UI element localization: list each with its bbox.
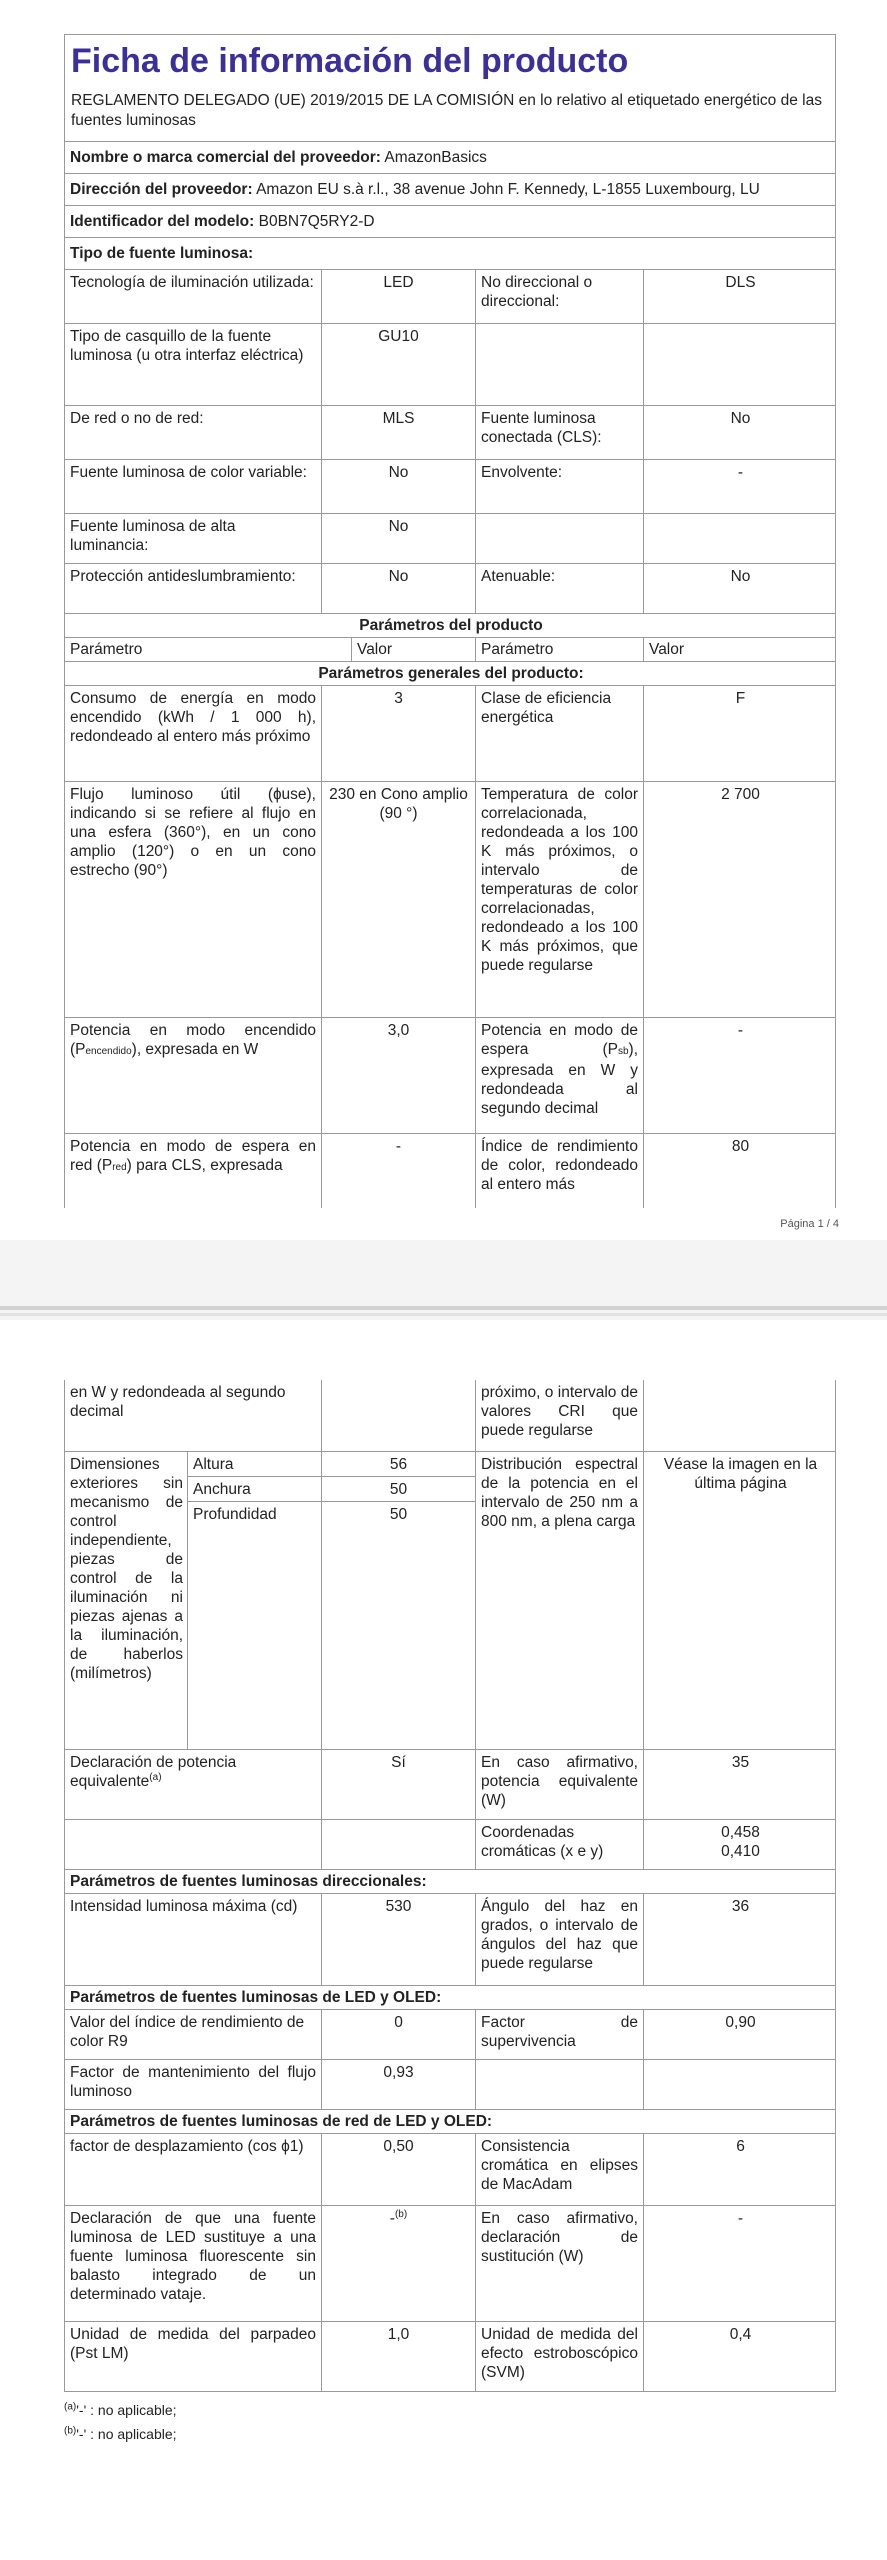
dimmable-value: No (643, 564, 837, 613)
led-mains-heading-row (64, 2110, 836, 2134)
general-parameters-heading: Parámetros generales del producto: (318, 665, 584, 682)
directional-label: No direccional o direccional: (475, 270, 643, 323)
colour-tunable-value: No (321, 460, 475, 513)
cap-type-value: GU10 (321, 324, 475, 405)
supplier-address-label: Dirección del proveedor: (70, 181, 253, 198)
efficiency-class-value: F (643, 686, 837, 781)
dimensions-row (64, 1452, 836, 1750)
equivalent-power-claim-label: Declaración de potencia equivalente$^{(a)}$ (70, 1754, 237, 1790)
luminous-flux-label: Flujo luminoso útil (ɸuse), indicando si se refiere al flujo en una esfera (360°), en un cono amplio (120°) o en un cono estrecho (90°) (70, 786, 316, 879)
high-luminance-label: Fuente luminosa de alta luminancia: (70, 518, 236, 554)
directional-heading-row (64, 1870, 836, 1894)
networked-standby-label-continued: en W y redondeada al segundo decimal (70, 1384, 286, 1420)
technology-label: Tecnología de iluminación utilizada: (70, 274, 314, 291)
maintenance-factor-value: 0,93 (321, 2060, 475, 2109)
colour-tunable-label: Fuente luminosa de color variable: (70, 464, 307, 481)
replacement-claim-label: Declaración de que una fuente luminosa de LED sustituye a una fuente luminosa fluorescente sin balasto integrado de un determinado vataje. (70, 2210, 316, 2303)
col-parameter-2: Parámetro (475, 638, 643, 661)
chromaticity-row (64, 1820, 836, 1870)
networked-standby-continued-row (64, 1380, 836, 1452)
led-mains-params-heading: Parámetros de fuentes luminosas de red de LED y OLED: (70, 2113, 493, 2130)
r9-label: Valor del índice de rendimiento de color R9 (70, 2014, 305, 2050)
anti-glare-value: No (321, 564, 475, 613)
light-source-type-heading: Tipo de fuente luminosa: (70, 245, 254, 262)
efficiency-class-label: Clase de eficiencia energética (475, 686, 643, 781)
maintenance-row (64, 2060, 836, 2110)
width-value: 50 (389, 1481, 408, 1498)
networked-standby-row (64, 1134, 836, 1208)
equivalent-power-row (64, 1750, 836, 1820)
envelope-label: Envolvente: (475, 460, 643, 513)
page-title: Ficha de información del producto (71, 42, 629, 80)
equivalent-power-claim-value: Sí (321, 1750, 475, 1819)
cls-label: Fuente luminosa conectada (CLS): (475, 406, 643, 459)
energy-consumption-label: Consumo de energía en modo encendido (kWh / 1 000 h), redondeado al entero más próximo (70, 690, 316, 745)
networked-standby-label: Potencia en modo de espera en red (Pred) para CLS, expresada (70, 1138, 316, 1174)
col-parameter: Parámetro (70, 641, 143, 658)
header-box (64, 34, 836, 142)
depth-value: 50 (389, 1506, 408, 1523)
energy-consumption-row (64, 686, 836, 782)
cri-label-continued: próximo, o intervalo de valores CRI que puede regularse (475, 1380, 643, 1451)
height-value: 56 (389, 1456, 408, 1473)
dimmable-label: Atenuable: (475, 564, 643, 613)
on-mode-power-row (64, 1018, 836, 1134)
peak-intensity-row (64, 1894, 836, 1986)
replacement-power-label: En caso afirmativo, declaración de sustitución (W) (475, 2206, 643, 2321)
page-separator (0, 1240, 887, 1320)
cct-label: Temperatura de color correlacionada, redondeada a los 100 K más próximos, o intervalo de temperaturas de color correlacionadas, redondeado a los 100 K más próximos, que puede regularse (475, 782, 643, 1017)
supplier-address-row (64, 174, 836, 206)
product-parameters-heading: Parámetros del producto (359, 617, 543, 634)
footnote-b: $^{(b)}$'-' : no aplicable; (64, 2425, 177, 2442)
flicker-value: 1,0 (321, 2322, 475, 2391)
regulation-subtitle: REGLAMENTO DELEGADO (UE) 2019/2015 DE LA COMISIÓN en lo relativo al etiquetado energético de las fuentes luminosas (71, 92, 822, 129)
beam-angle-value: 36 (643, 1894, 837, 1985)
general-parameters-heading-row (64, 662, 836, 686)
directional-value: DLS (643, 270, 837, 323)
mains-value: MLS (321, 406, 475, 459)
technology-value: LED (321, 270, 475, 323)
column-header-row (64, 638, 836, 662)
survival-factor-value: 0,90 (643, 2010, 837, 2059)
luminous-flux-value: 230 en Cono amplio (90 °) (321, 782, 475, 1017)
chromaticity-label: Coordenadas cromáticas (x e y) (475, 1820, 643, 1869)
replacement-claim-row (64, 2206, 836, 2322)
stroboscopic-value: 0,4 (643, 2322, 837, 2391)
page-2 (0, 1320, 887, 2560)
on-mode-power-label: Potencia en modo encendido (Pencendido), expresada en W (70, 1022, 316, 1058)
energy-consumption-value: 3 (321, 686, 475, 781)
led-heading-row (64, 1986, 836, 2010)
replacement-claim-value: -$^{(b)}$ (321, 2206, 475, 2321)
standby-power-value: - (643, 1018, 837, 1133)
led-params-heading: Parámetros de fuentes luminosas de LED y OLED: (70, 1989, 442, 2006)
page-number: Página 1 / 4 (780, 1218, 839, 1230)
col-value: Valor (351, 638, 475, 661)
supplier-address-value: Amazon EU s.à r.l., 38 avenue John F. Kennedy, L-1855 Luxembourg, LU (256, 181, 760, 198)
displacement-factor-label: factor de desplazamiento (cos ϕ1) (70, 2138, 304, 2155)
chromaticity-x: 0,458 (721, 1824, 760, 1841)
cap-type-row (64, 324, 836, 406)
dimensions-label: Dimensiones exteriores sin mecanismo de control independiente, piezas de control de la iluminación ni piezas ajenas a la iluminación, de haberlos (milímetros) (70, 1456, 183, 1682)
product-parameters-heading-row (64, 614, 836, 638)
mains-row (64, 406, 836, 460)
r9-value: 0 (321, 2010, 475, 2059)
high-luminance-row (64, 514, 836, 564)
standby-power-label: Potencia en modo de espera (Psb), expresada en W y redondeada al segundo decimal (475, 1018, 643, 1133)
r9-row (64, 2010, 836, 2060)
maintenance-factor-label: Factor de mantenimiento del flujo luminoso (70, 2064, 316, 2100)
equivalent-power-label: En caso afirmativo, potencia equivalente (W) (475, 1750, 643, 1819)
depth-label: Profundidad (193, 1506, 277, 1523)
beam-angle-label: Ángulo del haz en grados, o intervalo de ángulos del haz que puede regularse (475, 1894, 643, 1985)
cri-label: Índice de rendimiento de color, redondeado al entero más (475, 1134, 643, 1208)
peak-intensity-label: Intensidad luminosa máxima (cd) (70, 1898, 298, 1915)
peak-intensity-value: 530 (321, 1894, 475, 1985)
model-identifier-row (64, 206, 836, 238)
flicker-row (64, 2322, 836, 2392)
displacement-factor-value: 0,50 (321, 2134, 475, 2205)
spectral-distribution-value: Véase la imagen en la última página (643, 1452, 837, 1749)
supplier-name-row (64, 142, 836, 174)
high-luminance-value: No (321, 514, 475, 563)
supplier-name-value: AmazonBasics (384, 149, 487, 166)
colour-consistency-value: 6 (643, 2134, 837, 2205)
model-identifier-label: Identificador del modelo: (70, 213, 255, 230)
anti-glare-label: Protección antideslumbramiento: (70, 568, 296, 585)
cap-type-label: Tipo de casquillo de la fuente luminosa (u otra interfaz eléctrica) (70, 328, 304, 364)
flicker-label: Unidad de medida del parpadeo (Pst LM) (70, 2326, 316, 2362)
displacement-factor-row (64, 2134, 836, 2206)
survival-factor-label: Factor de supervivencia (475, 2010, 643, 2059)
model-identifier-value: B0BN7Q5RY2-D (258, 213, 375, 230)
supplier-name-label: Nombre o marca comercial del proveedor: (70, 149, 381, 166)
technology-row (64, 270, 836, 324)
cct-value: 2 700 (643, 782, 837, 1017)
col-value-2: Valor (643, 638, 837, 661)
mains-label: De red o no de red: (70, 410, 204, 427)
anti-glare-row (64, 564, 836, 614)
stroboscopic-label: Unidad de medida del efecto estroboscópico (SVM) (475, 2322, 643, 2391)
footnote-a: $^{(a)}$'-' : no aplicable; (64, 2401, 177, 2418)
page-1 (0, 0, 887, 1240)
light-source-type-heading-row (64, 238, 836, 270)
envelope-value: - (643, 460, 837, 513)
colour-consistency-label: Consistencia cromática en elipses de MacAdam (475, 2134, 643, 2205)
colour-tunable-row (64, 460, 836, 514)
cls-value: No (643, 406, 837, 459)
on-mode-power-value: 3,0 (321, 1018, 475, 1133)
networked-standby-value: - (321, 1134, 475, 1208)
luminous-flux-row (64, 782, 836, 1018)
width-label: Anchura (193, 1481, 251, 1498)
replacement-power-value: - (643, 2206, 837, 2321)
equivalent-power-value: 35 (643, 1750, 837, 1819)
spectral-distribution-label: Distribución espectral de la potencia en el intervalo de 250 nm a 800 nm, a plena carga (475, 1452, 643, 1749)
chromaticity-value (643, 1820, 837, 1869)
directional-params-heading: Parámetros de fuentes luminosas direccionales: (70, 1873, 427, 1890)
chromaticity-y: 0,410 (721, 1843, 760, 1860)
height-label: Altura (193, 1456, 234, 1473)
cri-value: 80 (643, 1134, 837, 1208)
